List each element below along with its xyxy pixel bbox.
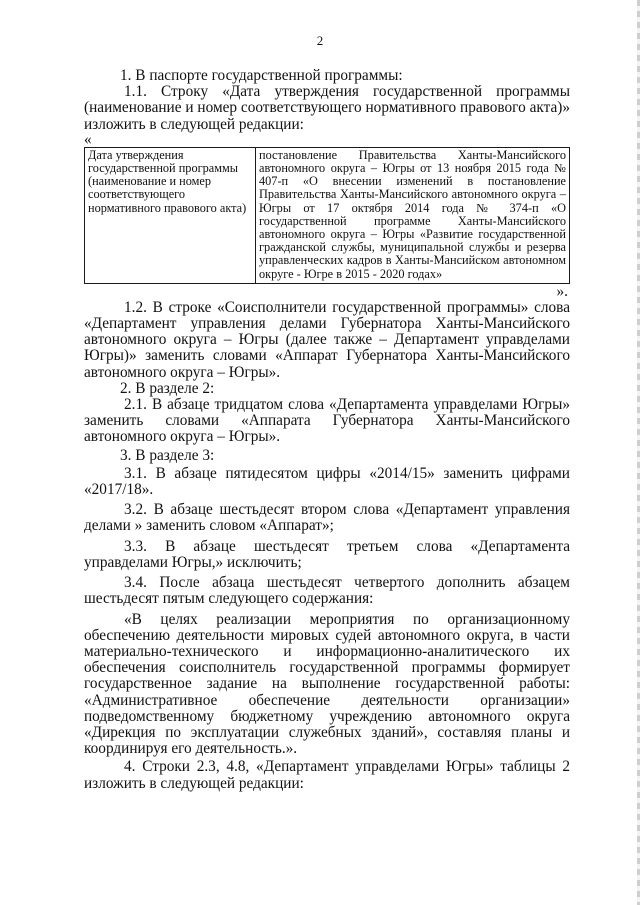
table-cell-label: Дата утверждения государственной программы (наименование и номер соответствующего нормативного правового акта) xyxy=(85,147,256,283)
paragraph-3-2: 3.2. В абзаце шестьдесят втором слова «Департамент управления делами » заменить словом «Аппарат»; xyxy=(84,501,570,535)
inserted-paragraph-quote: «В целях реализации мероприятия по организационному обеспечению деятельности мировых судей автономного округа, в части материально-технического и информационно-аналитического их обеспечения соисполнитель государственной программы формирует государственное задание на выполнение государственной работы: «Административное обеспечение деятельности организации» подведомственному бюджетному учреждению автономного округа «Дирекция по эксплуатации служебных зданий», составляя планы и координируя его деятельность.». xyxy=(84,610,570,758)
paragraph-1: 1. В паспорте государственной программы: xyxy=(120,67,403,84)
quote-close-mark: ». xyxy=(556,282,568,300)
replacement-table xyxy=(84,147,570,284)
quote-open-mark: « xyxy=(84,130,92,148)
table-cell-value: постановление Правительства Ханты-Мансийского автономного округа – Югры от 13 ноября 2015 года № 407-п «О внесении изменений в постановление Правительства Ханты-Мансийского автономного округа – Югры от 17 октября 2014 года № 374-п «О государственной программе Ханты-Мансийского автономного округа – Югры «Развитие государственной гражданской службы, муниципальной службы и резерва управленческих кадров в Ханты-Мансийском автономном округе - Югре в 2015 - 2020 годах» xyxy=(256,147,570,283)
paragraph-4: 4. Строки 2.3, 4.8, «Департамент управделами Югры» таблицы 2 изложить в следующей редакции: xyxy=(84,758,570,792)
table-row xyxy=(85,147,570,283)
paragraph-2: 2. В разделе 2: xyxy=(120,379,215,397)
paragraph-2-1: 2.1. В абзаце тридцатом слова «Департамента управделами Югры» заменить словами «Аппарата Губернатора Ханты-Мансийского автономного округа – Югры». xyxy=(84,396,570,446)
paragraph-3-4: 3.4. После абзаца шестьдесят четвертого дополнить абзацем шестьдесят пятым следующего содержания: xyxy=(84,574,570,608)
paragraph-3: 3. В разделе 3: xyxy=(120,446,215,464)
paragraph-1-2: 1.2. В строке «Соисполнители государственной программы» слова «Департамент управления делами Губернатора Ханты-Мансийского автономного округа – Югры (далее также – Департамент управделами Югры)» заменить словами «Аппарат Губернатора Ханты-Мансийского автономного округа – Югры». xyxy=(84,298,570,381)
document-body xyxy=(84,68,570,792)
paragraph-1-1: 1.1. Строку «Дата утверждения государственной программы (наименование и номер соответствующего нормативного правового акта)» изложить в следующей редакции: xyxy=(84,83,570,133)
paragraph-3-1: 3.1. В абзаце пятидесятом цифры «2014/15» заменить цифрами «2017/18». xyxy=(84,464,570,499)
page-number: 2 xyxy=(316,33,324,48)
paragraph-3-3: 3.3. В абзаце шестьдесят третьем слова «Департамента управделами Югры,» исключить; xyxy=(84,537,570,571)
